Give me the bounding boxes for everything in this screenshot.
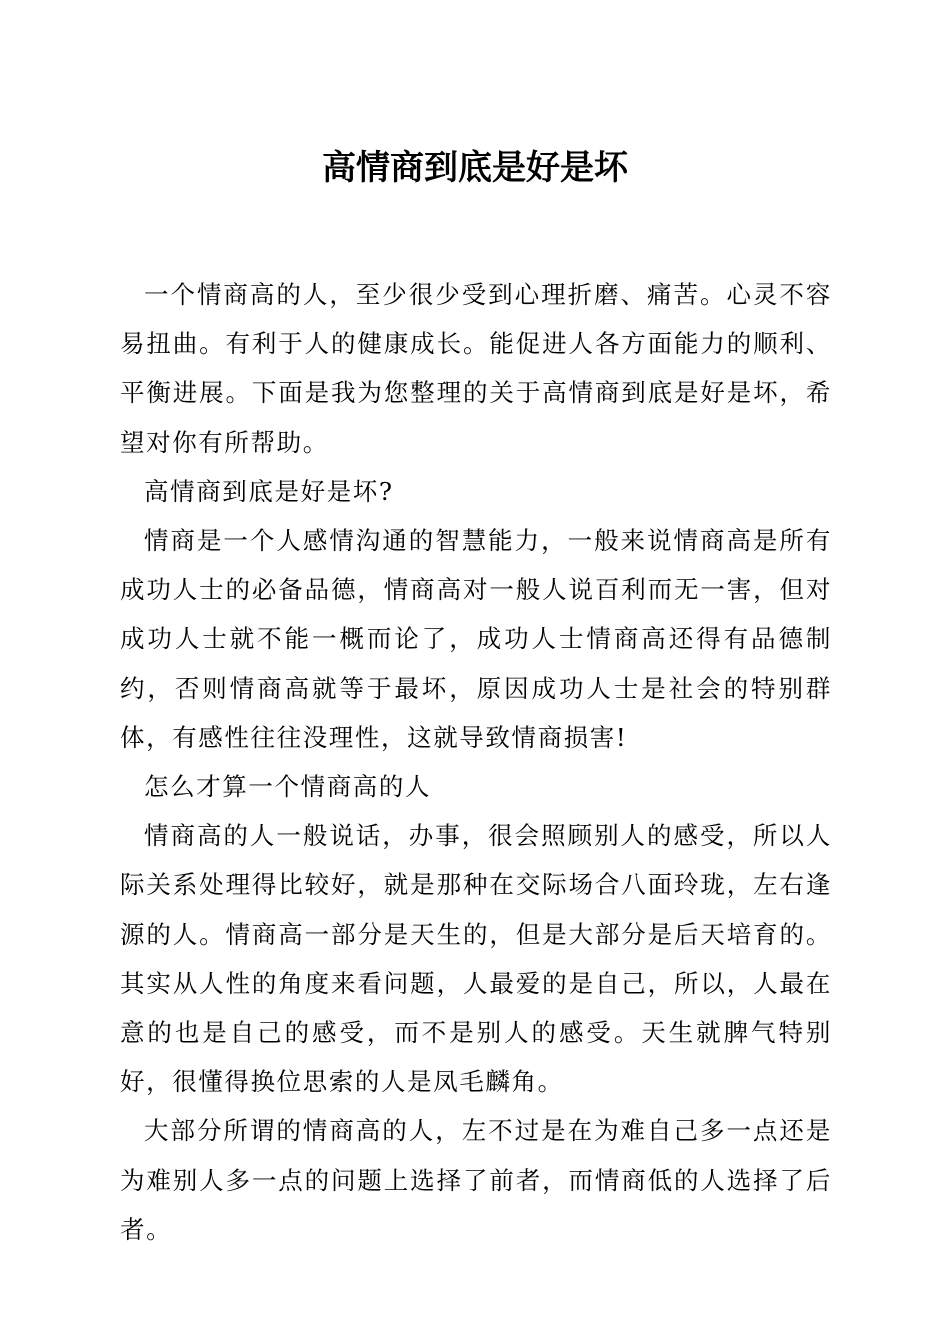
- section-heading-good-or-bad: 高情商到底是好是坏?: [144, 476, 394, 506]
- section-heading-high-eq-person: 怎么才算一个情商高的人: [144, 772, 432, 802]
- paragraph-eq-definition: 情商是一个人感情沟通的智慧能力，一般来说情商高是所有成功人士的必备品德，情商高对一般人说百利而无一害，但对成功人士就不能一概而论了，成功人士情商高还得有品德制约，否则情商高就等于最坏，原因成功人士是社会的特别群体，有感性往往没理性，这就导致情商损害!: [120, 526, 832, 752]
- paragraph-high-eq-traits: 情商高的人一般说话，办事，很会照顾别人的感受，所以人际关系处理得比较好，就是那种在交际场合八面玲珑，左右逢源的人。情商高一部分是天生的，但是大部分是后天培育的。其实从人性的角度来看问题，人最爱的是自己，所以，人最在意的也是自己的感受，而不是别人的感受。天生就脾气特别好，很懂得换位思索的人是凤毛麟角。: [120, 821, 832, 1097]
- document-body: [120, 270, 832, 1254]
- document-title: 高情商到底是好是坏: [322, 148, 628, 188]
- paragraph-high-eq-choice: 大部分所谓的情商高的人，左不过是在为难自己多一点还是为难别人多一点的问题上选择了前者，而情商低的人选择了后者。: [120, 1116, 832, 1244]
- paragraph-intro: 一个情商高的人，至少很少受到心理折磨、痛苦。心灵不容易扭曲。有利于人的健康成长。能促进人各方面能力的顺利、平衡进展。下面是我为您整理的关于高情商到底是好是坏，希望对你有所帮助。: [120, 280, 832, 457]
